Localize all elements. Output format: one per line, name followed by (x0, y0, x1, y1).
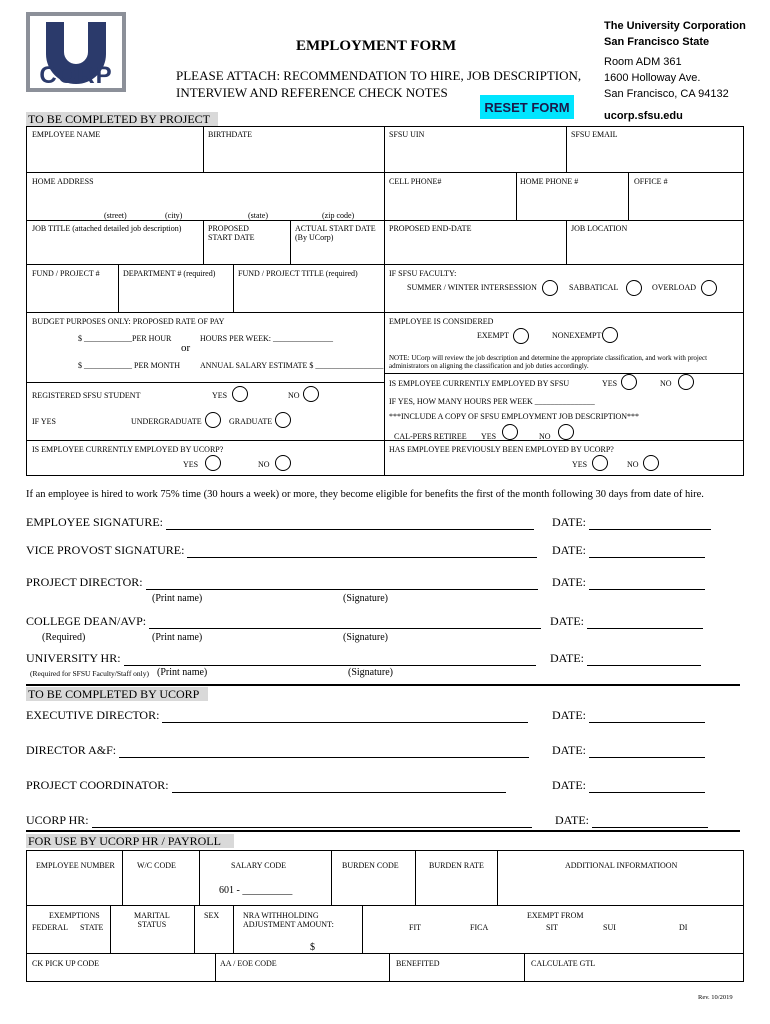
label-proposed-start-1: PROPOSED (208, 224, 249, 233)
calpers-yes-radio[interactable] (502, 424, 518, 440)
project-coordinator-line (26, 778, 506, 793)
label-marital (134, 911, 170, 929)
label-project-coordinator: PROJECT COORDINATOR: (26, 778, 169, 792)
label-wc-code: W/C CODE (137, 861, 176, 870)
label-project-director: PROJECT DIRECTOR: (26, 575, 143, 589)
dean-required: (Required) (42, 632, 86, 643)
director-af-line (26, 743, 529, 758)
label-previously-employed: HAS EMPLOYEE PREVIOUSLY BEEN EMPLOYED BY UCORP? (389, 445, 614, 454)
label-federal: FEDERAL (32, 923, 68, 932)
classification-note: NOTE: UCorp will review the job description and determine the appropriate classification, and work with project administrators on aligning the classification and job duties accordingly. (389, 354, 708, 370)
cell-phone-input[interactable] (388, 188, 516, 218)
salary-code-value[interactable]: 601 - __________ (219, 885, 293, 896)
label-ucorp-no: NO (258, 460, 270, 469)
label-date: DATE: (552, 778, 586, 792)
label-exempt: EXEMPT (477, 331, 509, 340)
previously-no-radio[interactable] (643, 455, 659, 471)
exempt-radio[interactable] (513, 328, 529, 344)
logo-word: CORP (39, 62, 113, 89)
label-ucorp-hr: UCORP HR: (26, 813, 89, 827)
label-di: DI (679, 923, 688, 932)
job-title-input[interactable] (30, 236, 204, 262)
label-sui: SUI (603, 923, 616, 932)
label-per-month: $ ____________ PER MONTH (78, 361, 181, 370)
director-af-date-line (552, 743, 705, 758)
label-marital-1: MARITAL (134, 911, 170, 920)
form-title: EMPLOYMENT FORM (296, 38, 457, 54)
executive-director-date-field[interactable] (589, 710, 705, 723)
label-actual-start-1: ACTUAL START DATE (295, 224, 376, 233)
hr-required-faculty: (Required for SFSU Faculty/Staff only) (30, 669, 150, 678)
attach-line-2: INTERVIEW AND REFERENCE CHECK NOTES (176, 85, 448, 100)
label-cell-phone: CELL PHONE# (389, 177, 442, 186)
label-registered-student: REGISTERED SFSU STUDENT (32, 391, 141, 400)
office-phone-input[interactable] (632, 188, 744, 218)
executive-director-field[interactable] (162, 710, 528, 723)
label-ck-pick-up: CK PICK UP CODE (32, 959, 100, 968)
label-employee-number: EMPLOYEE NUMBER (36, 861, 115, 870)
actual-start-input[interactable] (294, 244, 384, 264)
label-employee-signature: EMPLOYEE SIGNATURE: (26, 515, 163, 529)
label-date: DATE: (550, 651, 584, 665)
label-nra-1: NRA WITHHOLDING (243, 911, 319, 920)
sfsu-employed-yes-radio[interactable] (621, 374, 637, 390)
label-fund-title: FUND / PROJECT TITLE (required) (238, 269, 358, 278)
label-sfsu-employed-no: NO (660, 379, 672, 388)
employee-date-line (552, 515, 711, 530)
label-benefited: BENEFITED (396, 959, 440, 968)
college-dean-date-line (550, 614, 703, 629)
label-zip: (zip code) (322, 211, 355, 220)
label-proposed-start (208, 224, 255, 242)
label-student-no: NO (288, 391, 300, 400)
reset-form-button[interactable]: RESET FORM (480, 95, 574, 119)
director-af-field[interactable] (119, 745, 529, 758)
sabbatical-radio[interactable] (626, 280, 642, 296)
label-sfsu-email: SFSU EMAIL (571, 130, 618, 139)
job-location-input[interactable] (570, 236, 744, 262)
org-name-2: San Francisco State (604, 36, 710, 48)
label-fit: FIT (409, 923, 421, 932)
label-office: OFFICE # (634, 177, 668, 186)
label-fund-project: FUND / PROJECT # (32, 269, 100, 278)
label-if-faculty: IF SFSU FACULTY: (389, 269, 457, 278)
label-job-location: JOB LOCATION (571, 224, 628, 233)
college-dean-date-field[interactable] (587, 616, 703, 629)
label-vice-provost: VICE PROVOST SIGNATURE: (26, 543, 185, 557)
label-home-phone: HOME PHONE # (520, 177, 579, 186)
label-considered: EMPLOYEE IS CONSIDERED (389, 317, 494, 326)
graduate-radio[interactable] (275, 412, 291, 428)
org-name-1: The University Corporation (604, 20, 746, 32)
label-birthdate: BIRTHDATE (208, 130, 252, 139)
college-dean-line (26, 614, 541, 629)
label-per-hour: $ ____________PER HOUR (78, 334, 172, 343)
org-address (604, 18, 746, 124)
vice-provost-date-field[interactable] (589, 545, 705, 558)
label-department: DEPARTMENT # (required) (123, 269, 216, 278)
dean-signature: (Signature) (343, 632, 388, 643)
project-director-line (26, 575, 538, 590)
org-street: 1600 Holloway Ave. (604, 72, 701, 84)
label-home-address: HOME ADDRESS (32, 177, 94, 186)
employee-signature-line (26, 515, 534, 530)
label-summer-winter: SUMMER / WINTER INTERSESSION (407, 283, 537, 292)
label-college-dean: COLLEGE DEAN/AVP: (26, 614, 147, 628)
label-university-hr: UNIVERSITY HR: (26, 651, 121, 665)
nonexempt-radio[interactable] (602, 327, 618, 343)
revision-label: Rev. 10/2019 (698, 994, 733, 1001)
project-director-field[interactable] (146, 577, 538, 590)
label-include-copy: ***INCLUDE A COPY OF SFSU EMPLOYMENT JOB DESCRIPTION*** (389, 412, 640, 421)
org-city: San Francisco, CA 94132 (604, 88, 729, 100)
employee-date-field[interactable] (589, 517, 711, 530)
vice-provost-line (26, 543, 537, 558)
label-sfsu-employed-yes: YES (602, 379, 618, 388)
label-proposed-start-2: START DATE (208, 233, 255, 242)
label-calculate-gtl: CALCULATE GTL (531, 959, 596, 968)
section-project-header: TO BE COMPLETED BY PROJECT (26, 112, 218, 126)
label-calpers: CAL-PERS RETIREE (394, 432, 467, 441)
section-payroll-header: FOR USE BY UCORP HR / PAYROLL (26, 834, 234, 848)
project-director-date-line (552, 575, 705, 590)
label-nonexempt: NONEXEMPT (552, 331, 602, 340)
proposed-start-input[interactable] (207, 244, 291, 264)
attach-line-1: PLEASE ATTACH: RECOMMENDATION TO HIRE, JOB DESCRIPTION, (176, 68, 582, 83)
overload-radio[interactable] (701, 280, 717, 296)
home-phone-input[interactable] (520, 188, 628, 218)
label-previously-no: NO (627, 460, 639, 469)
label-nra-2: ADJUSTMENT AMOUNT: (243, 920, 334, 929)
label-exempt-from: EXEMPT FROM (527, 911, 584, 920)
label-executive-director: EXECUTIVE DIRECTOR: (26, 708, 160, 722)
ucorp-employed-no-radio[interactable] (275, 455, 291, 471)
label-date: DATE: (555, 813, 589, 827)
benefits-note: If an employee is hired to work 75% time (30 hours a week) or more, they become eligible for benefits the first of the month following 30 days from date of hire. (26, 489, 704, 500)
label-hours-per-week: HOURS PER WEEK: _______________ (200, 334, 333, 343)
sfsu-employed-no-radio[interactable] (678, 374, 694, 390)
label-street: (street) (104, 211, 127, 220)
label-state-ex: STATE (80, 923, 104, 932)
department-input[interactable] (122, 282, 234, 310)
org-website[interactable]: ucorp.sfsu.edu (604, 110, 683, 122)
executive-director-date-line (552, 708, 705, 723)
project-coordinator-date-field[interactable] (589, 780, 705, 793)
label-date: DATE: (552, 575, 586, 589)
label-sit: SIT (546, 923, 558, 932)
label-student-yes: YES (212, 391, 228, 400)
label-date: DATE: (552, 515, 586, 529)
director-af-date-field[interactable] (589, 745, 705, 758)
label-additional-info: ADDITIONAL INFORMATIOON (565, 861, 678, 870)
label-director-af: DIRECTOR A&F: (26, 743, 117, 757)
label-sabbatical: SABBATICAL (569, 283, 619, 292)
ucorp-hr-date-field[interactable] (592, 815, 708, 828)
nra-dollar: $ (310, 942, 315, 953)
pd-signature: (Signature) (343, 593, 388, 604)
label-job-title: JOB TITLE (attached detailed job description) (32, 224, 182, 233)
university-hr-date-line (550, 651, 701, 666)
label-hours-sfsu: IF YES, HOW MANY HOURS PER WEEK _______________ (389, 397, 595, 406)
executive-director-line (26, 708, 528, 723)
birthdate-input[interactable] (207, 142, 383, 170)
label-nra (243, 911, 334, 929)
university-hr-field[interactable] (124, 653, 536, 666)
label-fica: FICA (470, 923, 489, 932)
ucorp-employed-yes-radio[interactable] (205, 455, 221, 471)
label-sex: SEX (204, 911, 220, 920)
label-date: DATE: (550, 614, 584, 628)
label-actual-start-2: (By UCorp) (295, 233, 334, 242)
ucorp-hr-line (26, 813, 532, 828)
label-actual-start (295, 224, 376, 242)
home-address-input[interactable] (30, 188, 384, 212)
label-marital-2: STATUS (137, 920, 167, 929)
university-hr-line (26, 651, 536, 666)
summer-winter-radio[interactable] (542, 280, 558, 296)
label-burden-code: BURDEN CODE (342, 861, 399, 870)
label-sfsu-employed: IS EMPLOYEE CURRENTLY EMPLOYED BY SFSU (389, 379, 570, 388)
project-director-date-field[interactable] (589, 577, 705, 590)
proposed-end-input[interactable] (388, 236, 566, 262)
label-undergraduate: UNDERGRADUATE (131, 417, 202, 426)
calpers-no-radio[interactable] (558, 424, 574, 440)
ucorp-hr-field[interactable] (92, 815, 532, 828)
org-room: Room ADM 361 (604, 56, 682, 68)
vice-provost-field[interactable] (187, 545, 537, 558)
label-ucorp-employed: IS EMPLOYEE CURRENTLY EMPLOYED BY UCORP? (32, 445, 224, 454)
label-burden-rate: BURDEN RATE (429, 861, 484, 870)
label-salary-code: SALARY CODE (231, 861, 287, 870)
sfsu-email-input[interactable] (570, 142, 744, 170)
label-sfsu-uin: SFSU UIN (389, 130, 425, 139)
label-aa-eoe: AA / EOE CODE (220, 959, 277, 968)
section-ucorp-header: TO BE COMPLETED BY UCORP (26, 687, 208, 701)
student-no-radio[interactable] (303, 386, 319, 402)
previously-yes-radio[interactable] (592, 455, 608, 471)
fund-title-input[interactable] (237, 282, 385, 310)
label-employee-name: EMPLOYEE NAME (32, 130, 101, 139)
label-city: (city) (165, 211, 183, 220)
label-previously-yes: YES (572, 460, 588, 469)
label-graduate: GRADUATE (229, 417, 273, 426)
university-hr-date-field[interactable] (587, 653, 701, 666)
project-coordinator-field[interactable] (172, 780, 506, 793)
employee-signature-field[interactable] (166, 517, 534, 530)
label-overload: OVERLOAD (652, 283, 696, 292)
label-or: or (181, 342, 191, 354)
college-dean-field[interactable] (149, 616, 541, 629)
fund-project-input[interactable] (30, 282, 118, 310)
label-state: (state) (248, 211, 268, 220)
vice-provost-date-line (552, 543, 705, 558)
label-proposed-end: PROPOSED END-DATE (389, 224, 472, 233)
sfsu-uin-input[interactable] (388, 142, 566, 170)
label-date: DATE: (552, 708, 586, 722)
undergraduate-radio[interactable] (205, 412, 221, 428)
label-annual-salary: ANNUAL SALARY ESTIMATE $ _________________ (200, 361, 384, 370)
employee-name-input[interactable] (30, 142, 202, 170)
label-if-yes: IF YES (32, 417, 56, 426)
hr-print-name: (Print name) (157, 667, 208, 678)
ucorp-hr-date-line (555, 813, 708, 828)
label-date: DATE: (552, 543, 586, 557)
label-calpers-no: NO (539, 432, 551, 441)
ucorp-logo (26, 12, 126, 92)
hr-signature: (Signature) (348, 667, 393, 678)
student-yes-radio[interactable] (232, 386, 248, 402)
label-calpers-yes: YES (481, 432, 497, 441)
project-coordinator-date-line (552, 778, 705, 793)
label-budget-title: BUDGET PURPOSES ONLY: PROPOSED RATE OF PAY (32, 317, 225, 326)
label-exemptions: EXEMPTIONS (49, 911, 100, 920)
pd-print-name: (Print name) (152, 593, 203, 604)
label-ucorp-yes: YES (183, 460, 199, 469)
dean-print-name: (Print name) (152, 632, 203, 643)
label-date: DATE: (552, 743, 586, 757)
